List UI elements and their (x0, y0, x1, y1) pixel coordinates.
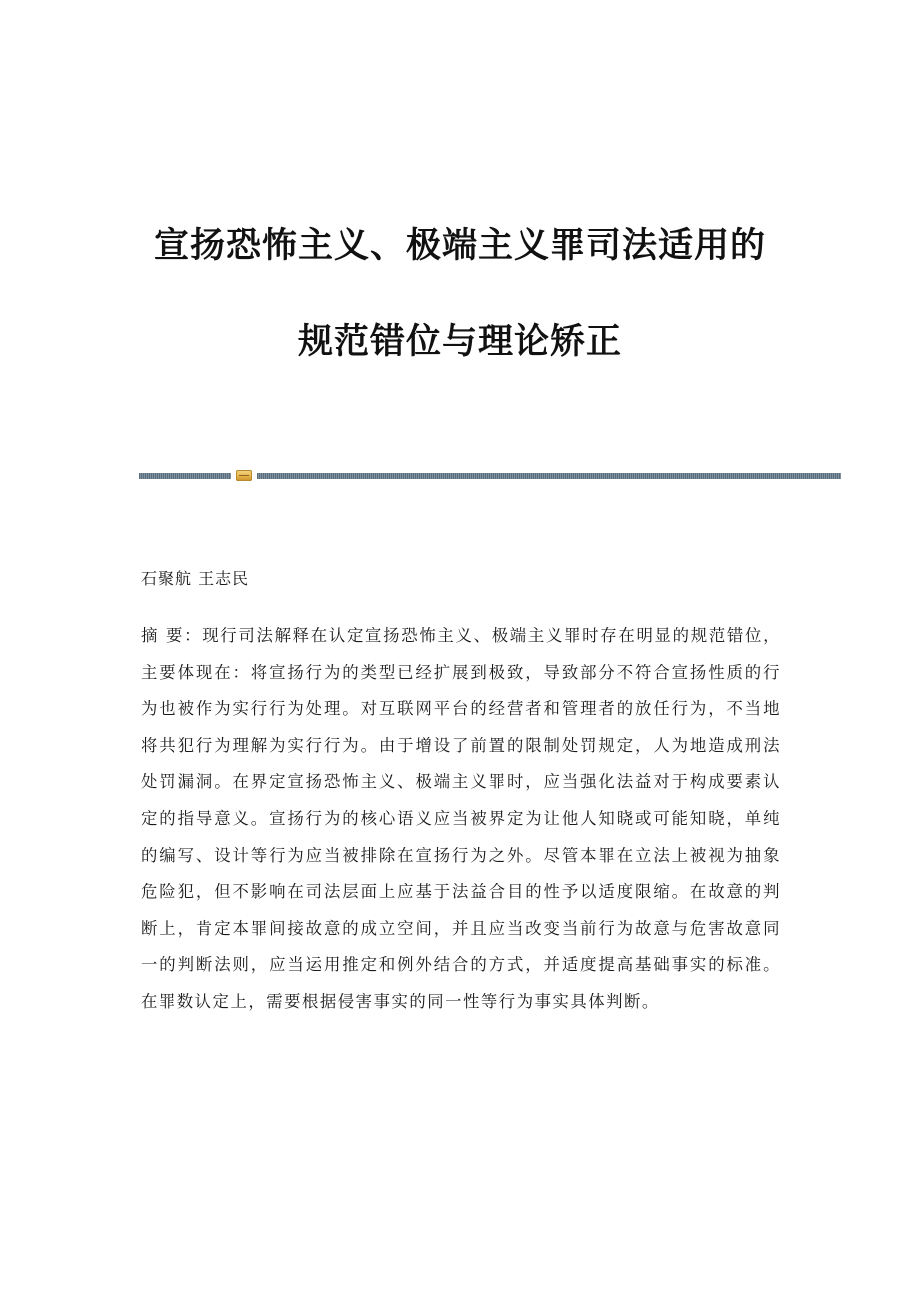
document-title-line-2: 规范错位与理论矫正 (297, 322, 622, 362)
title-divider (139, 470, 841, 480)
document-title-line-1: 宣扬恐怖主义、极端主义罪司法适用的 (153, 226, 766, 266)
divider-bar-left (139, 473, 231, 479)
abstract-paragraph (141, 618, 781, 1021)
divider-ornament-icon (236, 470, 252, 481)
author-list: 石聚航 王志民 (141, 569, 250, 588)
divider-bar-right (257, 473, 841, 479)
abstract-label: 摘 要： (141, 626, 203, 645)
abstract-text: 现行司法解释在认定宣扬恐怖主义、极端主义罪时存在明显的规范错位，主要体现在：将宣扬行为的类型已经扩展到极致，导致部分不符合宣扬性质的行为也被作为实行行为处理。对互联网平台的经营者和管理者的放任行为，不当地将共犯行为理解为实行行为。由于增设了前置的限制处罚规定，人为地造成刑法处罚漏洞。在界定宣扬恐怖主义、极端主义罪时，应当强化法益对于构成要素认定的指导意义。宣扬行为的核心语义应当被界定为让他人知晓或可能知晓，单纯的编写、设计等行为应当被排除在宣扬行为之外。尽管本罪在立法上被视为抽象危险犯，但不影响在司法层面上应基于法益合目的性予以适度限缩。在故意的判断上，肯定本罪间接故意的成立空间，并且应当改变当前行为故意与危害故意同一的判断法则，应当运用推定和例外结合的方式，并适度提高基础事实的标准。在罪数认定上，需要根据侵害事实的同一性等行为事实具体判断。 (141, 626, 781, 1011)
